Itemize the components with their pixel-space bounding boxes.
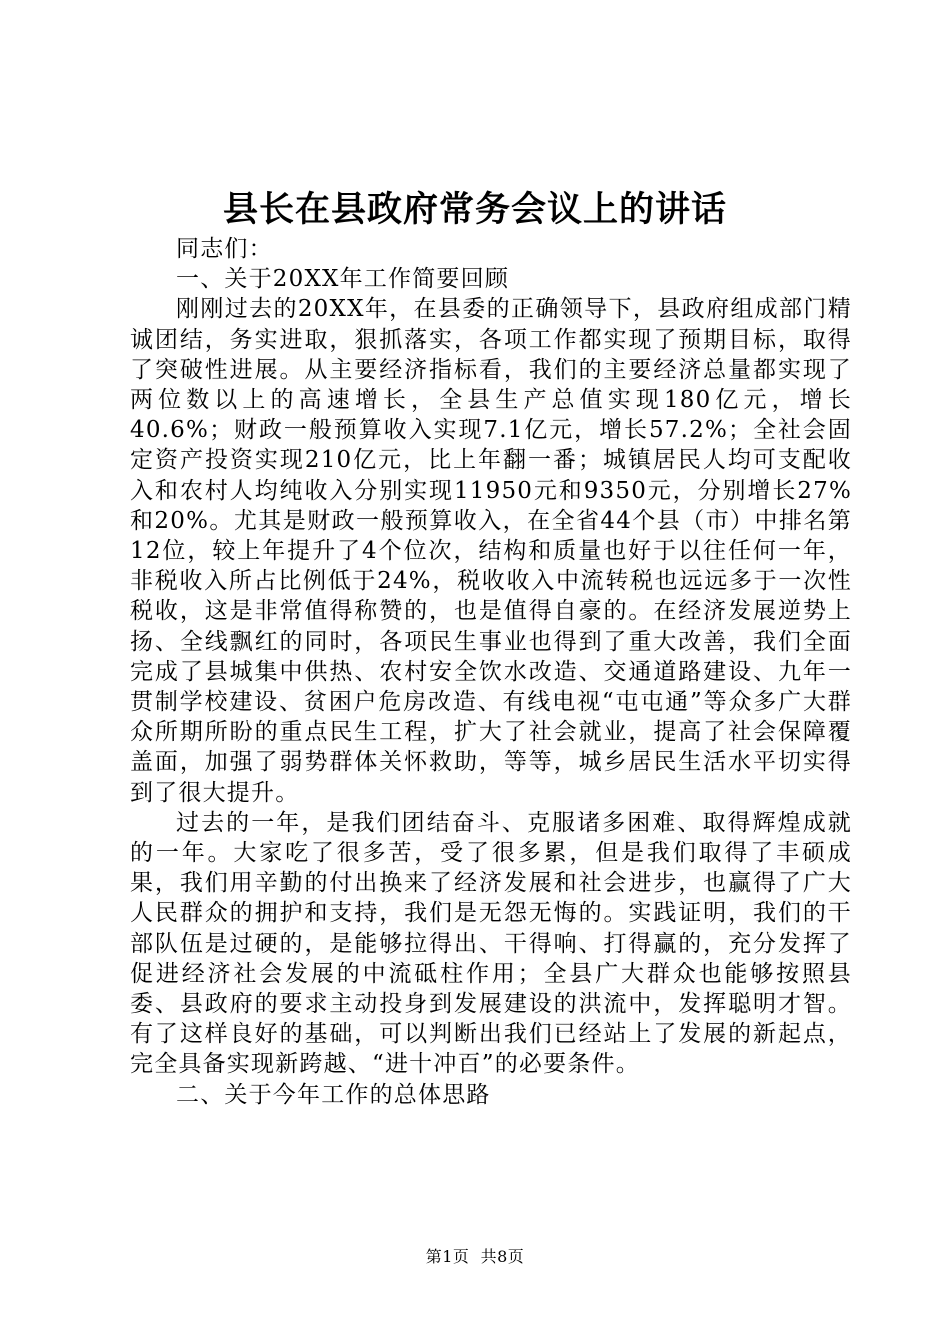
document-title: 县长在县政府常务会议上的讲话 (222, 189, 727, 230)
page-number: 第1页 (425, 1247, 470, 1266)
body-paragraph: 过去的一年，是我们团结奋斗、克服诸多困难、取得辉煌成就的一年。大家吃了很多苦，受了很多累，但是我们取得了丰硕成果，我们用辛勤的付出换来了经济发展和社会进步，也赢得了广大人民群众的拥护和支持，我们是无怨无悔的。实践证明，我们的干部队伍是过硬的，是能够拉得出、干得响、打得赢的，充分发挥了促进经济社会发展的中流砥柱作用；全县广大群众也能够按照县委、县政府的要求主动投身到发展建设的洪流中，发挥聪明才智。有了这样良好的基础，可以判断出我们已经站上了发展的新起点，完全具备实现新跨越、“进十冲百”的必要条件。 (130, 809, 852, 1078)
page-total: 共8页 (480, 1247, 525, 1266)
salutation: 同志们： (176, 236, 273, 262)
body-paragraph: 刚刚过去的20XX年，在县委的正确领导下，县政府组成部门精诚团结，务实进取，狠抓落实，各项工作都实现了预期目标，取得了突破性进展。从主要经济指标看，我们的主要经济总量都实现了两位数以上的高速增长，全县生产总值实现180亿元，增长40.6%；财政一般预算收入实现7.1亿元，增长57.2%；全社会固定资产投资实现210亿元，比上年翻一番；城镇居民人均可支配收入和农村人均纯收入分别实现11950元和9350元，分别增长27%和20%。尤其是财政一般预算收入，在全省44个县（市）中排名第12位，较上年提升了4个位次，结构和质量也好于以往任何一年，非税收入所占比例低于24%，税收收入中流转税也远远多于一次性税收，这是非常值得称赞的，也是值得自豪的。在经济发展逆势上扬、全线飘红的同时，各项民生事业也得到了重大改善，我们全面完成了县城集中供热、农村安全饮水改造、交通道路建设、九年一贯制学校建设、贫困户危房改造、有线电视“屯屯通”等众多广大群众所期所盼的重点民生工程，扩大了社会就业，提高了社会保障覆盖面，加强了弱势群体关怀救助，等等，城乡居民生活水平切实得到了很大提升。 (130, 296, 852, 806)
document-body (130, 234, 852, 1110)
page-footer (0, 1246, 950, 1268)
section-heading: 二、关于今年工作的总体思路 (176, 1081, 491, 1108)
section-heading: 一、关于20XX年工作简要回顾 (176, 266, 510, 293)
